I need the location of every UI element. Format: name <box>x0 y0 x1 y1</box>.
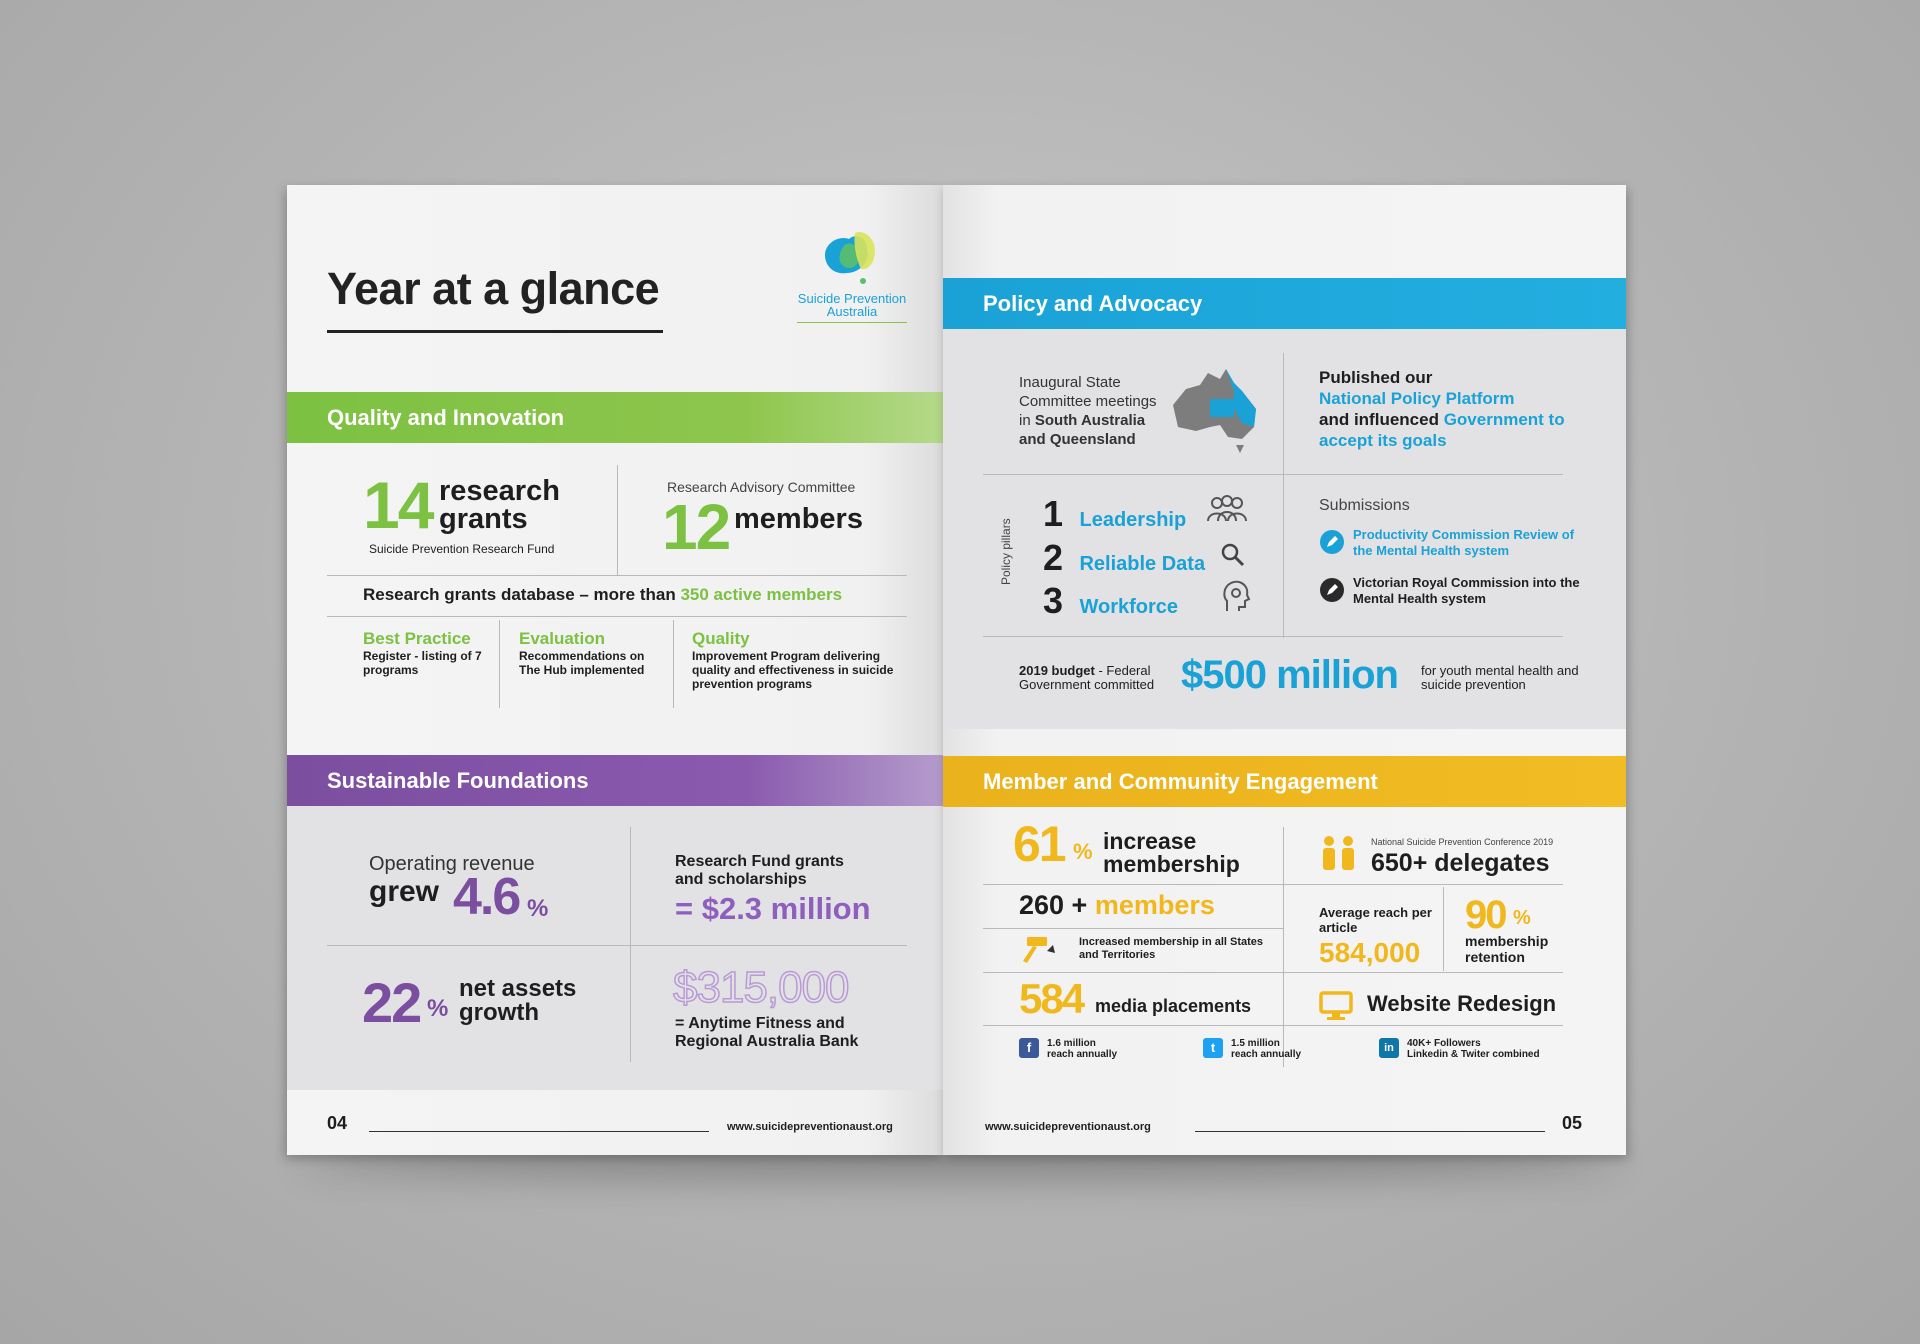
pen-badge-icon <box>1319 577 1345 603</box>
divider <box>983 928 1283 929</box>
divider <box>327 616 907 617</box>
state-text-bold: South Australia and Queensland <box>1019 412 1146 448</box>
divider <box>673 620 674 708</box>
sponsor-label: = Anytime Fitness and Regional Australia Bank <box>675 1015 859 1050</box>
assets-label-line1: net assets <box>459 975 577 1002</box>
divider <box>983 1025 1563 1026</box>
published-text <box>1319 367 1569 451</box>
members-count: 260 + <box>1019 890 1088 920</box>
budget-label-bold: 2019 budget <box>1019 663 1095 678</box>
assets-label <box>459 977 576 1025</box>
social-text-line1: 40K+ Followers <box>1407 1038 1481 1049</box>
increase-value: 61 <box>1013 816 1065 872</box>
pillar-num: 3 <box>1043 580 1064 621</box>
state-text: Inaugural State Committee meetings in <box>1019 374 1157 429</box>
database-text: Research grants database – more than <box>363 585 676 604</box>
pillar-workforce <box>1043 580 1178 622</box>
budget-label-text: - Federal Government committed <box>1019 663 1155 692</box>
database-highlight: 350 active members <box>680 585 843 604</box>
delegates: 650+ delegates <box>1371 849 1550 877</box>
social-text <box>1231 1038 1381 1060</box>
evaluation-item <box>519 629 659 677</box>
divider <box>1283 353 1284 638</box>
member-engagement-band <box>943 756 1626 807</box>
best-practice-body: Register - listing of 7 programs <box>363 649 482 677</box>
pillar-label: Leadership <box>1079 509 1187 531</box>
submission-victorian <box>1319 575 1583 607</box>
divider <box>983 636 1563 637</box>
submission-productivity <box>1319 527 1583 559</box>
pillars-label: Policy pillars <box>999 518 1013 585</box>
quality-body: Improvement Program delivering quality and effectiveness in suicide prevention programs <box>692 649 894 691</box>
australia-map-icon <box>1168 365 1263 455</box>
title-underline <box>327 330 663 333</box>
quality-item <box>692 629 912 691</box>
logo-text-line1: Suicide Prevention <box>797 291 907 306</box>
quality-heading: Quality and Innovation <box>327 404 565 430</box>
social-text-line2: Linkedin & Twiter combined <box>1407 1049 1540 1060</box>
revenue-label: Operating revenue <box>369 853 535 875</box>
grants-label-line2: grants <box>439 503 528 535</box>
divider <box>983 884 1563 885</box>
conference-label: National Suicide Prevention Conference 2019 <box>1371 837 1554 847</box>
pillar-num: 2 <box>1043 537 1064 578</box>
website-redesign: Website Redesign <box>1367 991 1557 1016</box>
page-number: 04 <box>327 1113 348 1133</box>
sponsor-value: $315,000 <box>673 963 849 1012</box>
divider <box>499 620 500 708</box>
budget-value: $500 million <box>1181 653 1398 697</box>
pillar-leadership <box>1043 493 1186 535</box>
grants-label-line1: research <box>439 475 560 507</box>
social-twitter <box>1203 1038 1302 1060</box>
increase-label <box>1103 830 1240 876</box>
revenue-unit: % <box>527 895 549 922</box>
social-text-line2: reach annually <box>1231 1049 1302 1060</box>
evaluation-body: Recommendations on The Hub implemented <box>519 649 645 677</box>
social-facebook <box>1019 1038 1118 1060</box>
social-linkedin <box>1379 1038 1540 1060</box>
grants-sub: Suicide Prevention Research Fund <box>369 542 555 556</box>
reach-value: 584,000 <box>1319 937 1421 968</box>
reach-label: Average reach per article <box>1319 905 1432 935</box>
logo-text-line2: Australia <box>826 304 878 319</box>
divider <box>1283 827 1284 1067</box>
media-label: media placements <box>1095 996 1252 1016</box>
budget-label <box>1019 664 1179 692</box>
divider <box>983 972 1563 973</box>
quality-title: Quality <box>692 629 750 648</box>
policy-advocacy-band <box>943 278 1626 329</box>
pillar-label: Workforce <box>1079 596 1179 618</box>
left-page <box>287 185 943 1155</box>
evaluation-title: Evaluation <box>519 629 605 648</box>
media-value: 584 <box>1019 975 1084 1022</box>
sustainable-foundations-band <box>287 755 943 806</box>
spa-logo <box>787 225 917 323</box>
submission-text: Productivity Commission Review of the Mental Health system <box>1353 527 1575 558</box>
members-count-line <box>1019 890 1215 921</box>
assets-unit: % <box>427 995 449 1022</box>
australia-logo-icon <box>817 225 887 287</box>
twitter-icon: t <box>1203 1038 1223 1058</box>
divider <box>327 575 907 576</box>
footer-url: www.suicidepreventionaust.org <box>727 1121 893 1133</box>
pillar-reliable-data <box>1043 537 1205 579</box>
footer-rule <box>1195 1131 1545 1132</box>
hammer-icon <box>1019 933 1059 965</box>
fund-value: = $2.3 million <box>675 891 871 926</box>
grants-label <box>439 477 560 533</box>
published-line1: Published our <box>1319 368 1433 387</box>
published-line3: and influenced <box>1319 410 1439 429</box>
logo-divider <box>797 322 907 323</box>
grants-number: 14 <box>363 468 433 542</box>
best-practice-title: Best Practice <box>363 629 471 648</box>
divider <box>1443 887 1444 971</box>
people-icon <box>1205 491 1249 525</box>
facebook-icon: f <box>1019 1038 1039 1058</box>
pen-badge-icon <box>1319 529 1345 555</box>
linkedin-icon: in <box>1379 1038 1399 1058</box>
best-practice-item <box>363 629 483 677</box>
monitor-icon <box>1319 991 1353 1021</box>
database-line <box>363 585 842 605</box>
footer-url: www.suicidepreventionaust.org <box>985 1121 1151 1133</box>
members-label: members <box>1094 890 1215 920</box>
social-text-line1: 1.6 million <box>1047 1038 1096 1049</box>
revenue-grew: grew <box>369 875 440 908</box>
retention-unit: % <box>1513 907 1531 929</box>
policy-heading: Policy and Advocacy <box>983 290 1203 316</box>
increase-label-line1: increase <box>1103 828 1197 854</box>
committee-number: 12 <box>662 491 730 563</box>
pillar-label: Reliable Data <box>1079 553 1206 575</box>
budget-suffix: for youth mental health and suicide prevention <box>1421 663 1579 692</box>
people-pair-icon <box>1319 835 1359 873</box>
social-text <box>1407 1038 1587 1060</box>
retention-value: 90 <box>1465 893 1506 937</box>
increase-unit: % <box>1073 839 1093 864</box>
fund-label: Research Fund grants and scholarships <box>675 853 844 888</box>
increased-text: Increased membership in all States and Territories <box>1079 936 1264 961</box>
footer-rule <box>369 1131 709 1132</box>
retention-label: membership retention <box>1465 933 1549 965</box>
assets-value: 22 <box>362 971 421 1034</box>
submission-text: Victorian Royal Commission into the Mental Health system <box>1353 575 1580 606</box>
assets-label-line2: growth <box>459 999 539 1026</box>
quality-innovation-band <box>287 392 943 443</box>
foundations-heading: Sustainable Foundations <box>327 767 589 793</box>
pillar-num: 1 <box>1043 493 1064 534</box>
divider <box>983 474 1563 475</box>
divider <box>617 465 618 575</box>
committee-label: Research Advisory Committee <box>667 479 856 495</box>
divider <box>327 945 907 946</box>
head-gear-icon <box>1221 579 1251 613</box>
state-committee-text <box>1019 373 1169 449</box>
submissions-label: Submissions <box>1319 497 1410 514</box>
page-number: 05 <box>1562 1113 1583 1133</box>
grants-stat <box>363 468 433 542</box>
search-icon <box>1219 541 1247 569</box>
revenue-value: 4.6 <box>453 868 520 926</box>
engagement-heading: Member and Community Engagement <box>983 768 1378 794</box>
social-text <box>1047 1038 1197 1060</box>
right-page <box>943 185 1626 1155</box>
published-highlight: National Policy Platform <box>1319 389 1515 408</box>
increase-label-line2: membership <box>1103 851 1240 877</box>
published-highlight2: Government to accept its goals <box>1319 410 1565 450</box>
page-title: Year at a glance <box>327 263 660 314</box>
social-text-line1: 1.5 million <box>1231 1038 1280 1049</box>
committee-members: members <box>734 503 863 535</box>
social-text-line2: reach annually <box>1047 1049 1118 1060</box>
